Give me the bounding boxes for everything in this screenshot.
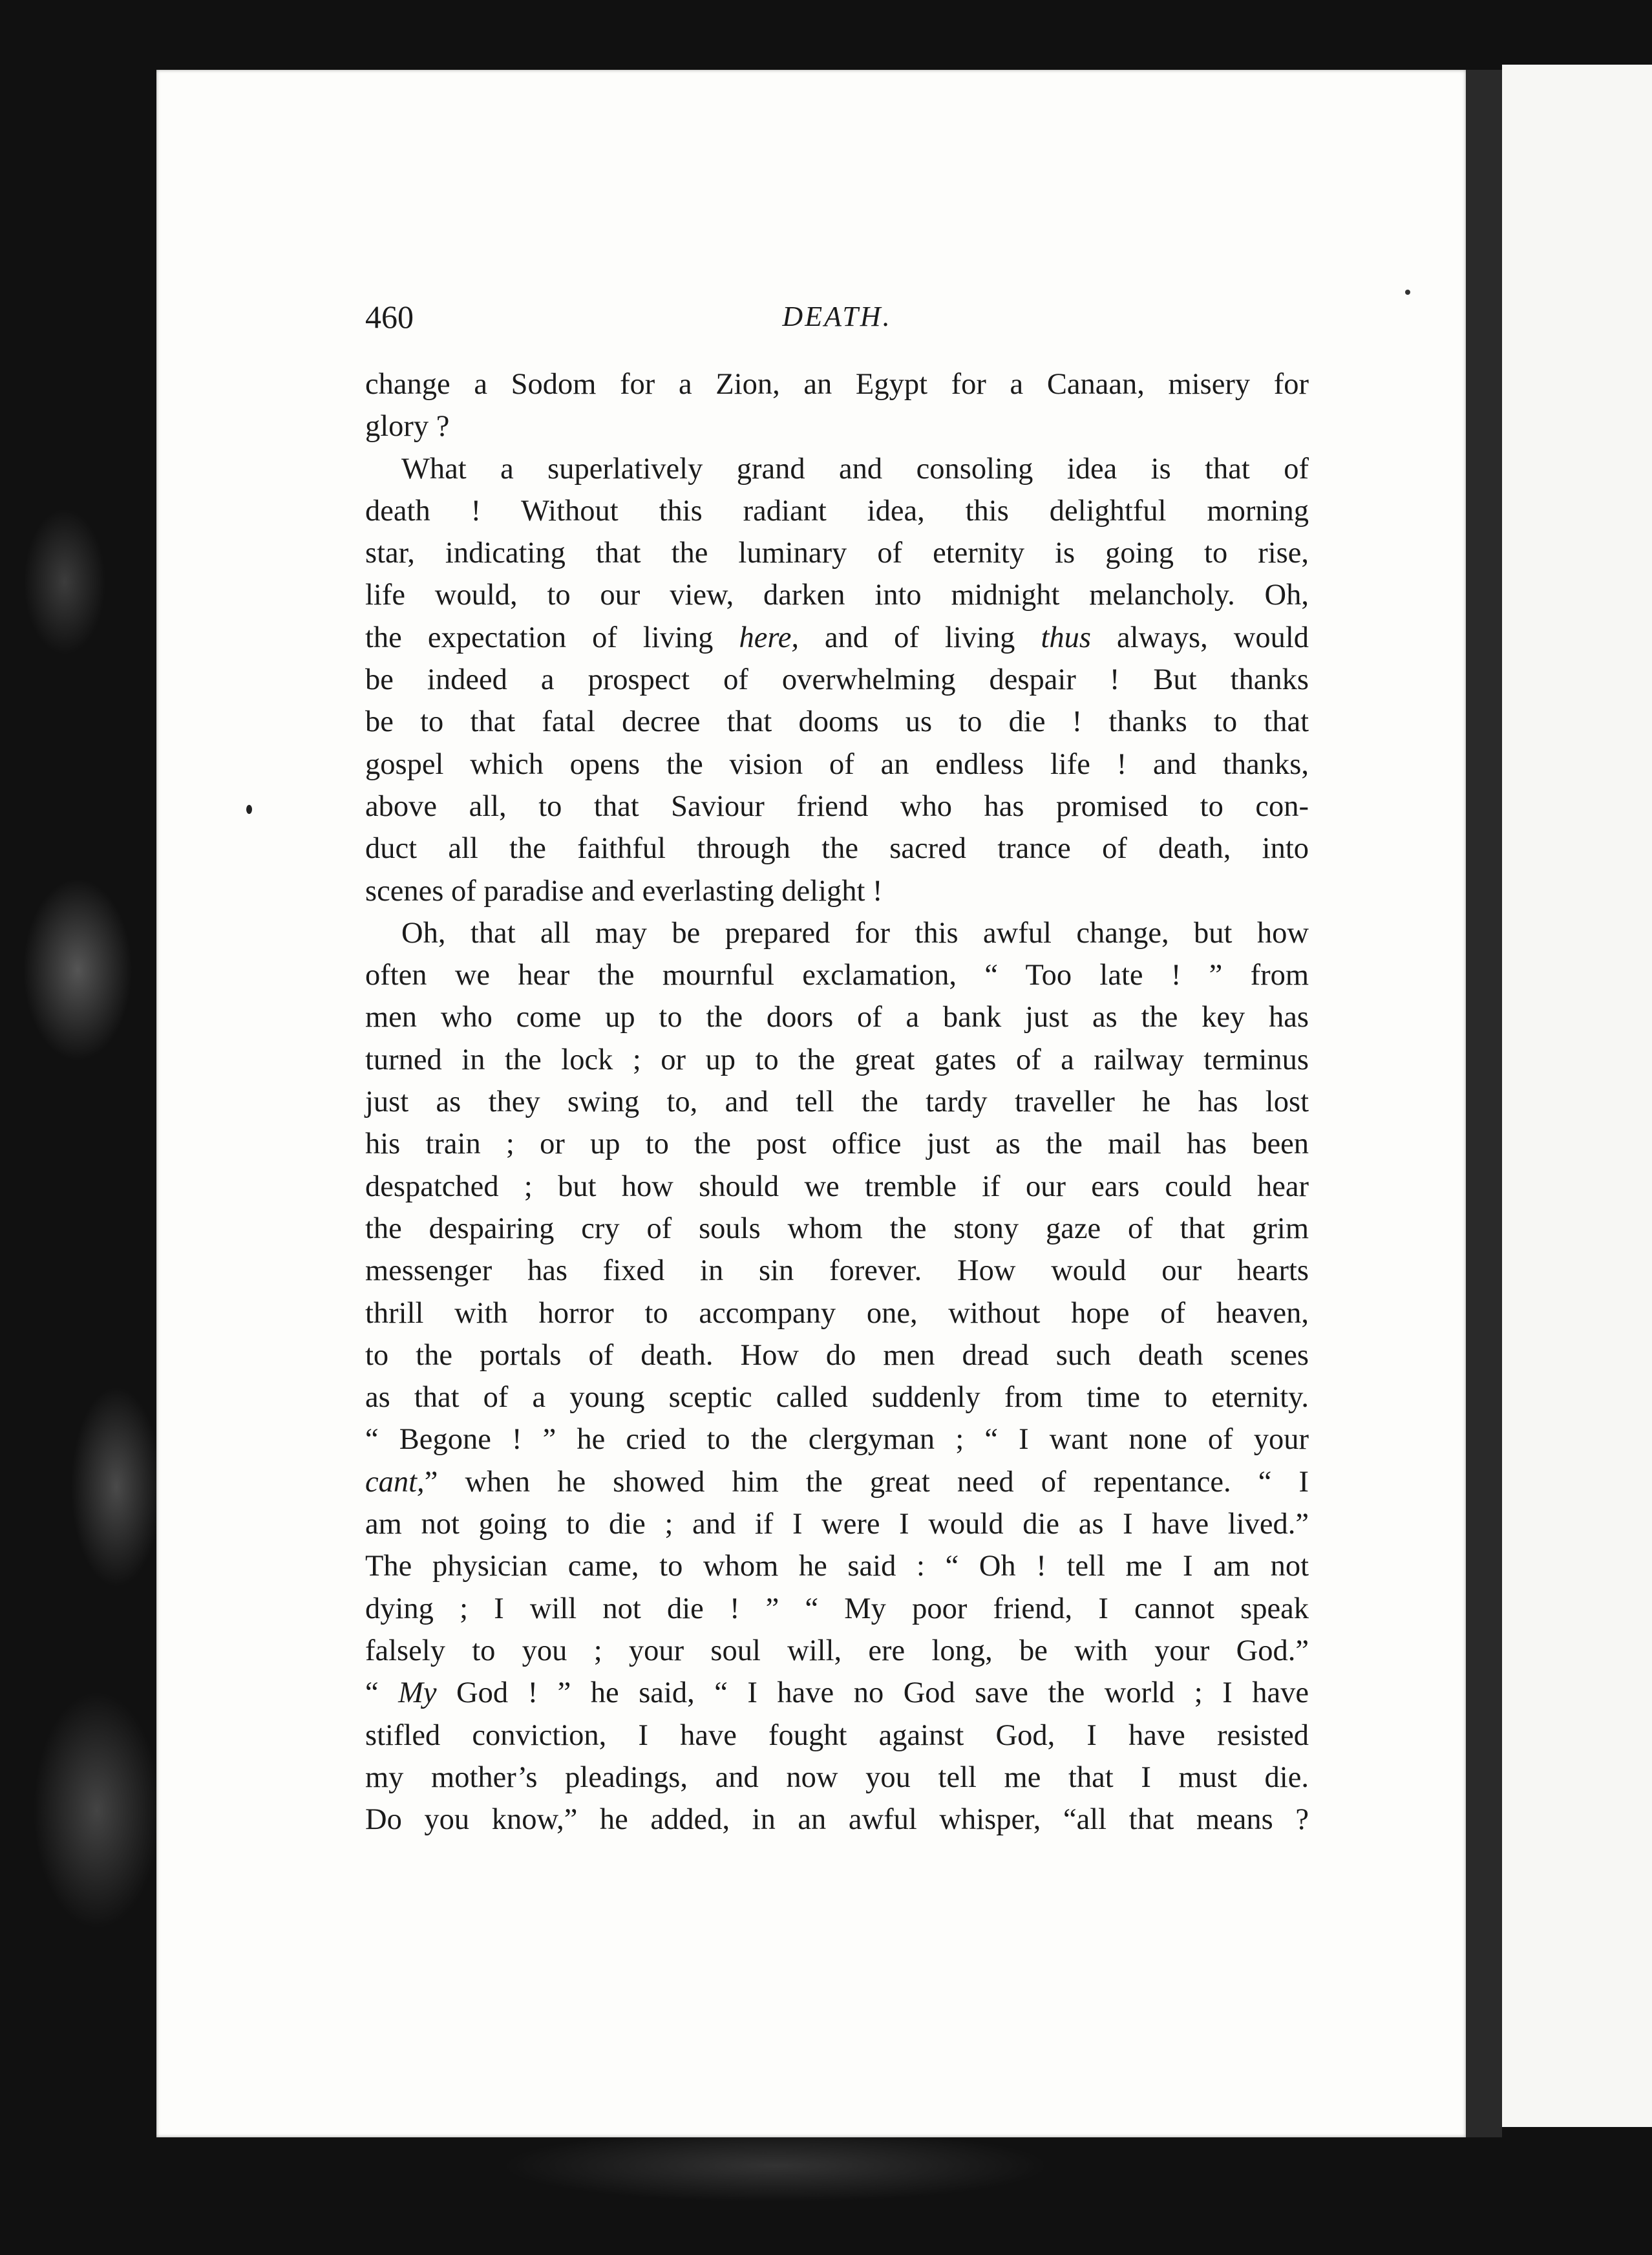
text-line: life would, to our view, darken into midnight melancholy. Oh,	[365, 579, 1309, 612]
page-number: 460	[365, 299, 414, 335]
text-run: “	[365, 1676, 399, 1710]
text-line: thrill with horror to accompany one, without hope of heaven,	[365, 1296, 1309, 1330]
adjacent-page-edge	[1502, 65, 1652, 2127]
text-line: Do you know,” he added, in an awful whisper, “all that means ?	[365, 1803, 1309, 1837]
italic-run: My	[398, 1676, 437, 1710]
text-line: men who come up to the doors of a bank just as the key has	[365, 1001, 1309, 1034]
text-line: “ Begone ! ” he cried to the clergyman ; “ I want none of your	[365, 1423, 1309, 1457]
text-line: duct all the faithful through the sacred trance of death, into	[365, 832, 1309, 866]
text-run: always, would	[1090, 621, 1309, 654]
text-line	[365, 617, 1309, 659]
text-line: above all, to that Saviour friend who has promised to con-	[365, 789, 1309, 823]
body-text	[365, 363, 1309, 1841]
text-line: my mother’s pleadings, and now you tell me that I must die.	[365, 1760, 1309, 1794]
text-line: often we hear the mournful exclamation, “ Too late ! ” from	[365, 959, 1309, 992]
text-line: The physician came, to whom he said : “ Oh ! tell me I am not	[365, 1550, 1309, 1583]
text-line: death ! Without this radiant idea, this delightful morning	[365, 494, 1309, 528]
text-line: Oh, that all may be prepared for this awful change, but how	[401, 916, 1309, 950]
text-line: to the portals of death. How do men dread such death scenes	[365, 1338, 1309, 1372]
italic-run: cant,	[365, 1465, 425, 1499]
text-line: am not going to die ; and if I were I would die as I have lived.”	[365, 1508, 1309, 1541]
text-line: stifled conviction, I have fought against God, I have resisted	[365, 1718, 1309, 1752]
text-line: messenger has fixed in sin forever. How would our hearts	[365, 1254, 1309, 1288]
text-line: the despairing cry of souls whom the stony gaze of that grim	[365, 1212, 1309, 1245]
text-line: dying ; I will not die ! ” “ My poor friend, I cannot speak	[365, 1592, 1309, 1625]
gutter-shadow	[1466, 70, 1502, 2137]
text-line: as that of a young sceptic called suddenly from time to eternity.	[365, 1381, 1309, 1415]
text-line: glory ?	[365, 410, 450, 444]
text-line	[365, 1461, 1309, 1503]
text-line: despatched ; but how should we tremble if our ears could hear	[365, 1170, 1309, 1203]
text-line: change a Sodom for a Zion, an Egypt for a Canaan, misery for	[365, 368, 1309, 401]
page-header	[365, 294, 1309, 339]
italic-run: thus	[1041, 621, 1091, 654]
text-line	[365, 1672, 1309, 1714]
text-line: turned in the lock ; or up to the great gates of a railway terminus	[365, 1043, 1309, 1076]
text-line: his train ; or up to the post office just as the mail has been	[365, 1128, 1309, 1161]
text-run: the expectation of living	[365, 621, 739, 654]
text-line: star, indicating that the luminary of eternity is going to rise,	[365, 537, 1309, 570]
text-line: gospel which opens the vision of an endless life ! and thanks,	[365, 747, 1309, 781]
stray-mark	[1405, 290, 1410, 295]
text-run: ” when he showed him the great need of repentance. “ I	[424, 1465, 1309, 1499]
text-line: just as they swing to, and tell the tardy traveller he has lost	[365, 1085, 1309, 1119]
text-line: be to that fatal decree that dooms us to die ! thanks to that	[365, 705, 1309, 739]
text-run: God ! ” he said, “ I have no God save the world ; I have	[436, 1676, 1309, 1710]
text-line: scenes of paradise and everlasting delight !	[365, 874, 883, 908]
text-line: falsely to you ; your soul will, ere long, be with your God.”	[365, 1634, 1309, 1667]
stray-mark	[246, 805, 252, 814]
running-head: DEATH.	[782, 301, 892, 332]
italic-run: here,	[739, 621, 799, 654]
text-run: and of living	[798, 621, 1041, 654]
text-line: be indeed a prospect of overwhelming despair ! But thanks	[365, 663, 1309, 697]
text-line: What a superlatively grand and consoling idea is that of	[401, 452, 1309, 486]
